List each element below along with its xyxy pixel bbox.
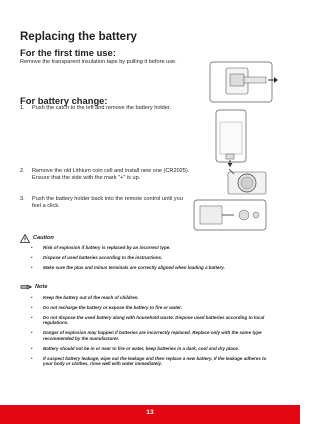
caution-item: • Dispose of used batteries according to the instructions. — [31, 254, 163, 260]
battery-change-heading: For battery change: — [20, 95, 108, 106]
step-3-text: Push the battery holder back into the remote control until you feel a click. — [32, 196, 183, 210]
page-number: 13 — [146, 409, 154, 416]
caution-list — [30, 245, 270, 275]
step-1-number: 1. — [20, 105, 25, 111]
page-title: Replacing the battery — [20, 31, 137, 43]
remote-control-illustration — [212, 108, 252, 168]
note-item: • Do not dispose the used battery along with household waste. Dispose used batteries according to local regulations. — [31, 314, 265, 326]
first-time-text: Remove the transparent insulation tape by pulling it before use. — [20, 59, 177, 65]
first-time-heading: For the first time use: — [20, 47, 116, 58]
step-1-text: Push the catch to the left and remove the battery holder. — [32, 105, 171, 111]
note-item: • Keep the battery out of the reach of children. — [31, 295, 139, 300]
warning-triangle-icon — [20, 234, 30, 243]
note-item: • If suspect battery leakage, wipe out the leakage and then replace a new battery. If the leakage adheres to your body or clothes, rinse well with water immediately. — [31, 355, 267, 367]
note-item: • Do not recharge the battery or expose the battery to fire or water. — [31, 304, 183, 310]
note-label: Note — [35, 284, 48, 290]
caution-item: • Risk of explosion if battery is replaced by an incorrect type. — [31, 245, 171, 250]
note-list — [30, 295, 270, 371]
insulation-tape-illustration — [208, 60, 280, 104]
holder-reinsert-illustration — [192, 196, 274, 234]
caution-label: Caution — [33, 235, 54, 241]
caution-item: • Make sure the plus and minus terminals are correctly aligned when loading a battery. — [31, 264, 225, 270]
page-footer — [0, 405, 300, 424]
note-pen-icon — [20, 284, 32, 290]
note-item: • Danger of explosion may happen if batteries are incorrectly replaced. Replace only with the same type recommended by the manufacturer. — [31, 330, 262, 341]
step-2-number: 2. — [20, 168, 25, 174]
note-item: • Battery should not be in or near to fire or water, keep batteries in a dark, cool and dry place. — [31, 345, 240, 351]
step-2-text: Remove the old Lithium coin cell and install new one (CR2025). Ensure that the side with the mark "+" is up. — [32, 168, 190, 182]
step-3-number: 3. — [20, 196, 25, 202]
battery-holder-illustration — [226, 168, 270, 198]
